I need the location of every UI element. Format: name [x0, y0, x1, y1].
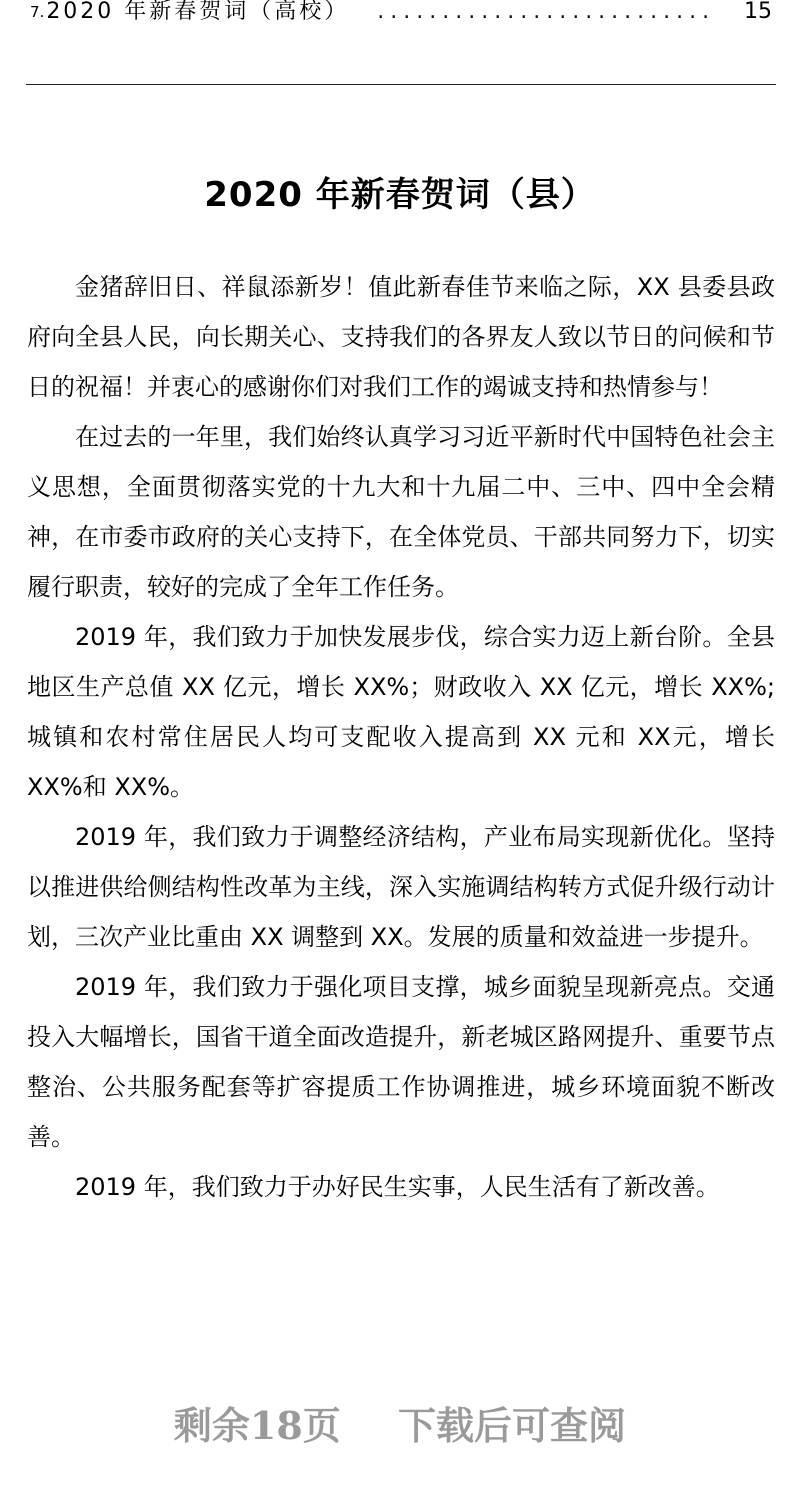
toc-entry-title: 2020 年新春贺词（高校） — [46, 0, 350, 24]
paragraph: 金猪辞旧日、祥鼠添新岁！值此新春佳节来临之际，XX 县委县政府向全县人民，向长期关心、支持我们的各界友人致以节日的问候和节日的祝福！并衷心的感谢你们对我们工作的竭诚支持和热情参与！ — [27, 273, 775, 401]
paragraph: 2019 年，我们致力于强化项目支撑，城乡面貌呈现新亮点。交通投入大幅增长，国省干道全面改造提升，新老城区路网提升、重要节点整治、公共服务配套等扩容提质工作协调推进，城乡环境面貌不断改善。 — [27, 973, 775, 1151]
section-divider — [26, 84, 776, 85]
paragraph: 在过去的一年里，我们始终认真学习习近平新时代中国特色社会主义思想，全面贯彻落实党的十九大和十九届二中、三中、四中全会精神，在市委市政府的关心支持下，在全体党员、干部共同努力下，切实履行职责，较好的完成了全年工作任务。 — [27, 423, 775, 601]
remaining-pages-label: 剩余18页 — [173, 1403, 341, 1448]
document-body — [27, 262, 775, 1212]
download-to-view-label: 下载后可查阅 — [398, 1403, 627, 1448]
download-prompt-banner[interactable] — [0, 1396, 800, 1456]
paragraph: 2019 年，我们致力于办好民生实事，人民生活有了新改善。 — [75, 1173, 720, 1201]
toc-dot-leader: .......................... — [377, 0, 716, 24]
paragraph: 2019 年，我们致力于调整经济结构，产业布局实现新优化。坚持以推进供给侧结构性改革为主线，深入实施调结构转方式促升级行动计划，三次产业比重由 XX 调整到 XX。发展的质量和效益进一步提升。 — [27, 823, 775, 951]
toc-entry-page: 15 — [744, 0, 772, 24]
toc-entry[interactable] — [30, 0, 772, 24]
paragraph: 2019 年，我们致力于加快发展步伐，综合实力迈上新台阶。全县地区生产总值 XX 亿元，增长 XX%；财政收入 XX 亿元，增长 XX%;城镇和农村常住居民人均可支配收入提高到 XX 元和 XX元，增长 XX%和 XX%。 — [27, 623, 775, 801]
toc-entry-number: 7. — [30, 3, 45, 21]
document-title: 2020 年新春贺词（县） — [204, 174, 596, 215]
